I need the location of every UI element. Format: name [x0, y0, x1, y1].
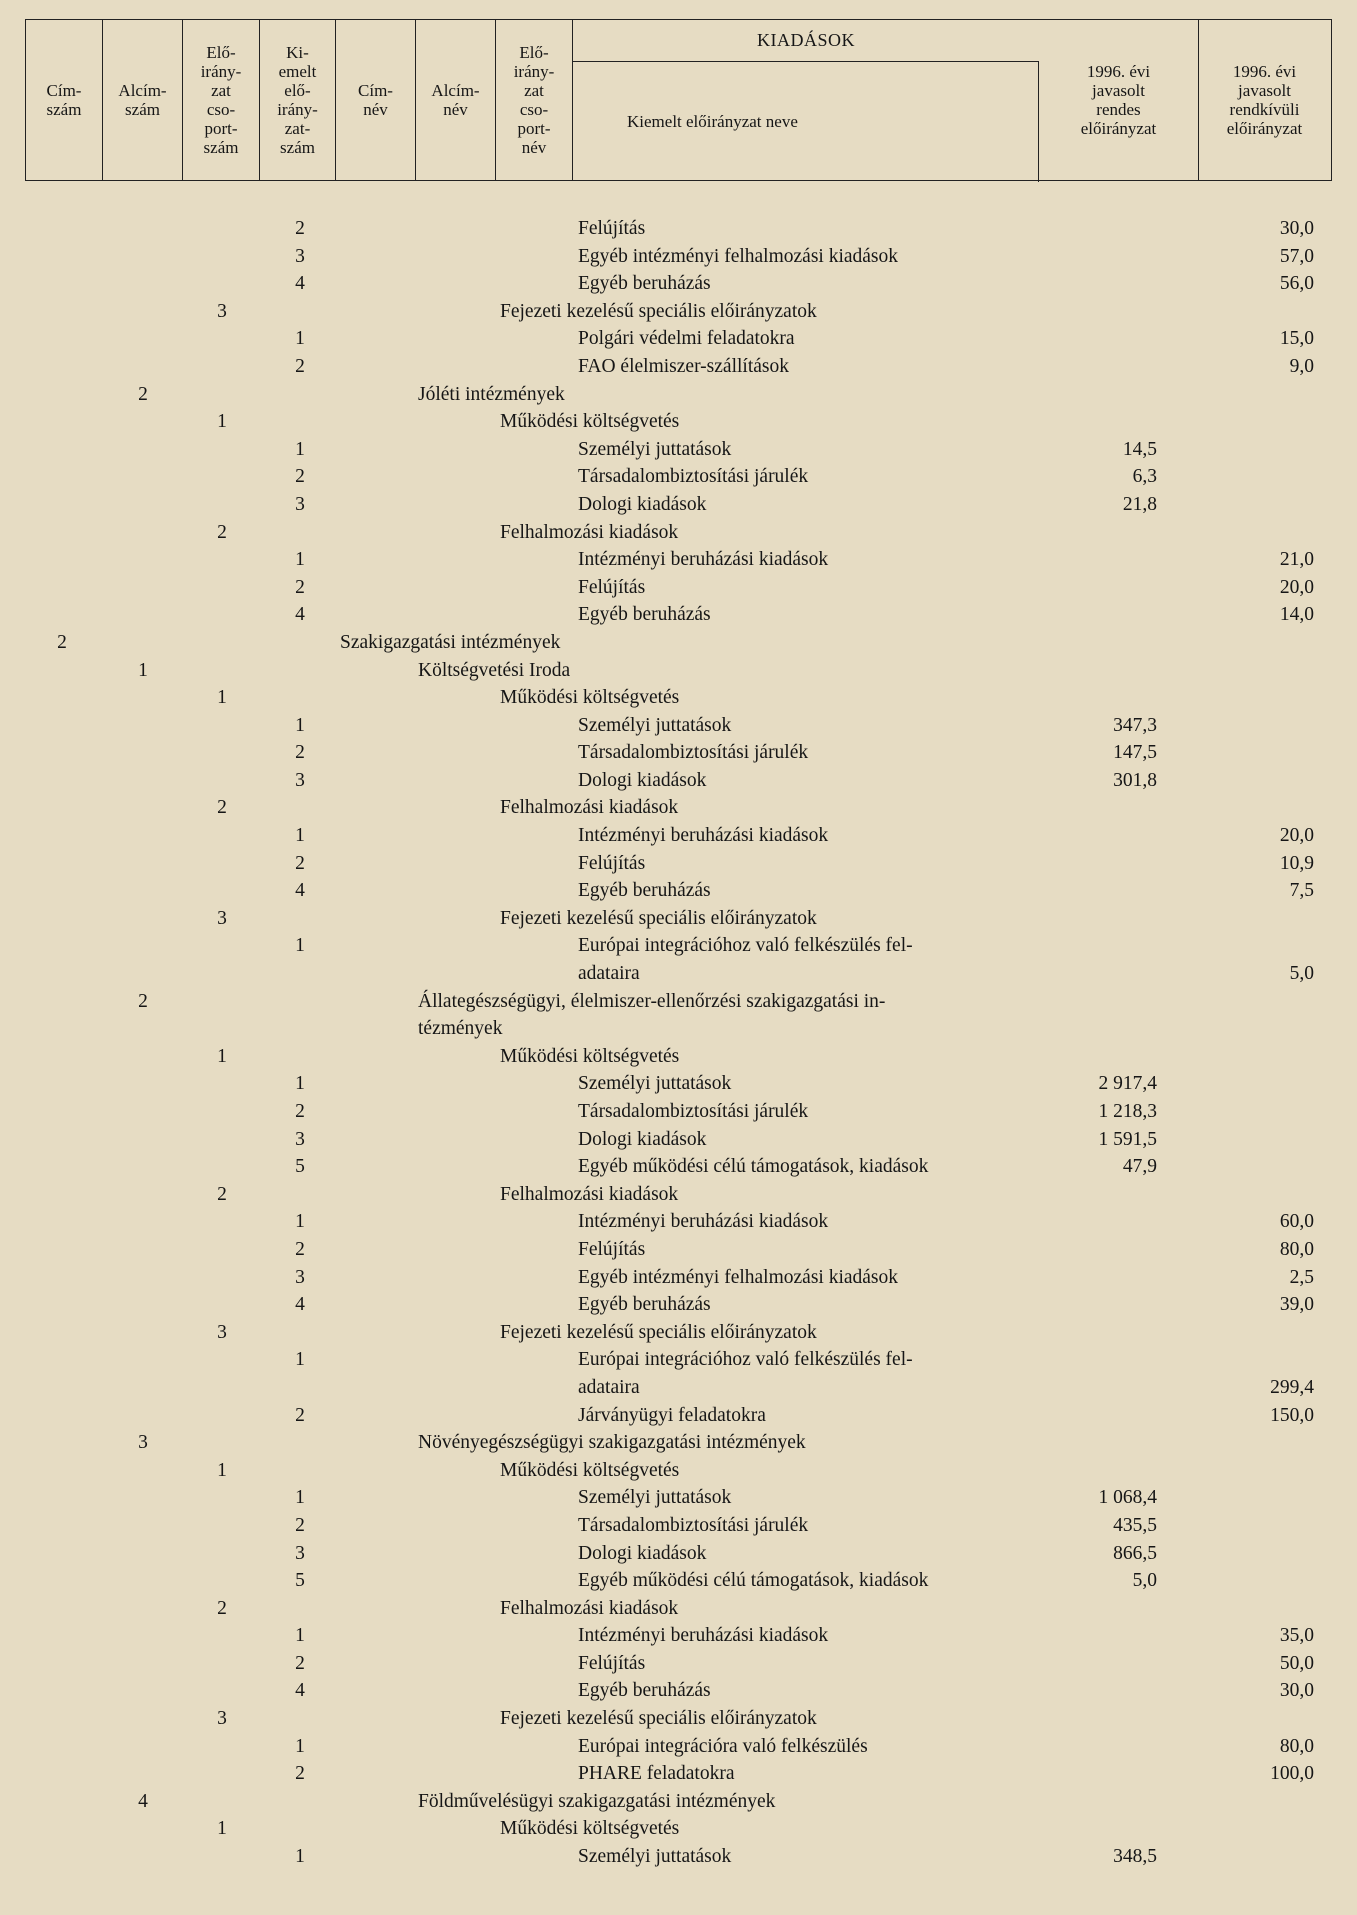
table-row — [0, 1319, 1357, 1347]
row-label: Társadalombiztosítási járulék — [578, 1101, 809, 1122]
row-label: Működési költségvetés — [500, 687, 680, 709]
table-row — [0, 519, 1357, 547]
table-row — [0, 1043, 1357, 1071]
row-number: 2 — [295, 466, 305, 488]
table-row — [0, 1733, 1357, 1761]
header-cimszam: Cím- szám — [26, 20, 103, 180]
table-row — [0, 1126, 1357, 1154]
table-row — [0, 1512, 1357, 1540]
row-label: Polgári védelmi feladatokra — [578, 328, 795, 350]
rendes-value: 435,5 — [1113, 1514, 1157, 1536]
table-row — [0, 1264, 1357, 1292]
rendes-value: 301,8 — [1113, 769, 1157, 791]
row-label: Személyi juttatások — [578, 1487, 732, 1509]
row-label: Egyéb működési célú támogatások, kiadások — [578, 1570, 929, 1592]
header-rendes-eloiranyzat: 1996. évi javasolt rendes előirányzat — [1039, 20, 1199, 180]
row-label: Egyéb beruházás — [578, 1294, 711, 1316]
row-label: Felhalmozási kiadások — [500, 521, 679, 543]
table-body — [0, 215, 1357, 1871]
rendkivuli-value: 150,0 — [1270, 1404, 1314, 1426]
rendkivuli-value: 35,0 — [1279, 1625, 1314, 1647]
row-label: Európai integrációra való felkészülés — [578, 1735, 868, 1757]
row-number: 3 — [217, 907, 227, 929]
row-number: 2 — [295, 576, 305, 598]
table-row — [0, 1098, 1357, 1126]
table-row — [0, 1540, 1357, 1568]
table-row — [0, 574, 1357, 602]
row-number: 1 — [295, 1073, 305, 1095]
row-label: Működési költségvetés — [500, 1459, 680, 1481]
table-row — [0, 739, 1357, 767]
row-number: 4 — [295, 604, 305, 626]
table-row — [0, 1484, 1357, 1512]
row-label: Személyi juttatások — [578, 1073, 732, 1095]
row-number: 4 — [295, 1680, 305, 1702]
table-row — [0, 877, 1357, 905]
row-number: 1 — [295, 714, 305, 736]
rendes-value: 6,3 — [1132, 466, 1157, 488]
header-alcimszam: Alcím- szám — [103, 20, 183, 180]
rendes-value: 348,5 — [1113, 1846, 1157, 1868]
row-label: Dologi kiadások — [578, 1128, 707, 1150]
row-label: Szakigazgatási intézmények — [340, 631, 561, 653]
rendes-value: 1 218,3 — [1098, 1101, 1157, 1122]
row-label: Járványügyi feladatokra — [578, 1404, 766, 1426]
table-row — [0, 712, 1357, 740]
table-row — [0, 1153, 1357, 1181]
row-number: 2 — [295, 218, 305, 239]
table-row — [0, 794, 1357, 822]
rendes-value: 866,5 — [1113, 1542, 1157, 1564]
row-label: Intézményi beruházási kiadások — [578, 1625, 829, 1647]
row-label: Dologi kiadások — [578, 493, 707, 515]
table-row — [0, 905, 1357, 933]
row-number: 1 — [295, 825, 305, 847]
row-number: 1 — [217, 687, 227, 709]
row-number: 5 — [295, 1156, 305, 1178]
header-kiemelt-eloiranyzat-szam: Ki- emelt elő- irány- zat- szám — [260, 20, 336, 180]
row-label: Fejezeti kezelésű speciális előirányzatok — [500, 300, 817, 322]
row-number: 2 — [295, 742, 305, 764]
row-label: Intézményi beruházási kiadások — [578, 549, 829, 571]
table-row — [0, 243, 1357, 271]
row-number: 1 — [217, 1045, 227, 1067]
row-number: 1 — [217, 411, 227, 433]
rendes-value: 147,5 — [1113, 742, 1157, 764]
rendkivuli-value: 60,0 — [1279, 1211, 1314, 1233]
rendkivuli-value: 100,0 — [1270, 1763, 1314, 1785]
row-label: Fejezeti kezelésű speciális előirányzatok — [500, 1708, 817, 1730]
row-number: 2 — [295, 1763, 305, 1785]
row-label: Felújítás — [578, 1652, 646, 1674]
row-label: Fejezeti kezelésű speciális előirányzatok — [500, 907, 817, 929]
row-label: Egyéb intézményi felhalmozási kiadások — [578, 245, 899, 267]
row-label: Földművelésügyi szakigazgatási intézmények — [418, 1790, 776, 1812]
table-row — [0, 1402, 1357, 1430]
row-label: Egyéb intézményi felhalmozási kiadások — [578, 1266, 899, 1288]
row-number: 1 — [295, 328, 305, 350]
header-kiemelt-eloiranyzat-neve: Kiemelt előirányzat neve — [573, 62, 1039, 182]
row-number: 1 — [295, 1349, 305, 1371]
row-number: 3 — [295, 1266, 305, 1288]
row-number: 2 — [295, 1404, 305, 1426]
table-row — [0, 436, 1357, 464]
row-number: 2 — [295, 1514, 305, 1536]
table-row — [0, 1457, 1357, 1485]
table-row — [0, 270, 1357, 298]
table-row — [0, 850, 1357, 878]
row-label: Személyi juttatások — [578, 1846, 732, 1868]
row-label: Költségvetési Iroda — [418, 659, 571, 681]
rendkivuli-value: 30,0 — [1279, 1680, 1314, 1702]
table-row — [0, 601, 1357, 629]
row-number: 1 — [295, 549, 305, 571]
rendkivuli-value: 2,5 — [1289, 1266, 1314, 1288]
row-number: 4 — [295, 273, 305, 295]
rendes-value: 47,9 — [1122, 1156, 1157, 1178]
rendkivuli-value: 30,0 — [1279, 218, 1314, 239]
table-row — [0, 1208, 1357, 1236]
row-label: Működési költségvetés — [500, 1818, 680, 1840]
table-row — [0, 684, 1357, 712]
rendes-value: 347,3 — [1113, 714, 1157, 736]
row-label: Működési költségvetés — [500, 1045, 680, 1067]
row-label: Felújítás — [578, 852, 646, 874]
rendkivuli-value: 56,0 — [1279, 273, 1314, 295]
rendes-value: 1 591,5 — [1098, 1128, 1157, 1150]
row-number: 2 — [295, 1101, 305, 1122]
row-label: Dologi kiadások — [578, 769, 707, 791]
rendes-value: 21,8 — [1122, 493, 1157, 515]
table-row — [0, 1595, 1357, 1623]
table-row — [0, 381, 1357, 409]
row-number: 2 — [138, 383, 148, 405]
row-number: 2 — [295, 355, 305, 377]
rendkivuli-value: 57,0 — [1279, 245, 1314, 267]
header-eloiranyzat-csoport-szam: Elő- irány- zat cso- port- szám — [183, 20, 260, 180]
header-rendkivuli-eloiranyzat: 1996. évi javasolt rendkívüli előirányzat — [1226, 62, 1303, 138]
rendkivuli-value: 299,4 — [1270, 1376, 1314, 1398]
rendes-value: 5,0 — [1132, 1570, 1157, 1592]
rendkivuli-value: 10,9 — [1279, 852, 1314, 874]
row-number: 1 — [295, 1211, 305, 1233]
rendkivuli-value: 21,0 — [1279, 549, 1314, 571]
row-label: Egyéb működési célú támogatások, kiadások — [578, 1156, 929, 1178]
rendkivuli-value: 20,0 — [1279, 576, 1314, 598]
table-row — [0, 1843, 1357, 1871]
rendkivuli-value: 20,0 — [1279, 825, 1314, 847]
row-number: 4 — [138, 1790, 148, 1812]
row-label: Működési költségvetés — [500, 411, 680, 433]
row-label: Egyéb beruházás — [578, 273, 711, 295]
table-row — [0, 932, 1357, 987]
row-label: Jóléti intézmények — [418, 383, 565, 405]
rendkivuli-value: 80,0 — [1279, 1238, 1314, 1260]
row-label: Európai integrációhoz való felkészülés fel- adataira — [578, 1349, 913, 1398]
table-row — [0, 325, 1357, 353]
table-row — [0, 546, 1357, 574]
row-number: 3 — [295, 245, 305, 267]
header-kiadasok: KIADÁSOK — [573, 20, 1039, 62]
table-row — [0, 822, 1357, 850]
row-label: Egyéb beruházás — [578, 1680, 711, 1702]
row-number: 2 — [138, 990, 148, 1012]
row-number: 4 — [295, 1294, 305, 1316]
row-number: 3 — [295, 493, 305, 515]
row-number: 1 — [217, 1459, 227, 1481]
rendkivuli-value: 15,0 — [1279, 328, 1314, 350]
row-number: 2 — [295, 1238, 305, 1260]
table-row — [0, 1181, 1357, 1209]
rendes-value: 1 068,4 — [1098, 1487, 1157, 1509]
table-row — [0, 1705, 1357, 1733]
row-label: Fejezeti kezelésű speciális előirányzatok — [500, 1321, 817, 1343]
table-row — [0, 1567, 1357, 1595]
row-number: 3 — [217, 300, 227, 322]
row-number: 3 — [295, 1128, 305, 1150]
row-label: Felhalmozási kiadások — [500, 797, 679, 819]
table-row — [0, 1622, 1357, 1650]
rendkivuli-value: 5,0 — [1289, 963, 1314, 985]
table-row — [0, 215, 1357, 243]
row-label: Társadalombiztosítási járulék — [578, 466, 809, 488]
row-number: 1 — [295, 1846, 305, 1868]
table-row — [0, 353, 1357, 381]
header-alcimnev: Alcím- név — [416, 20, 496, 180]
row-number: 3 — [138, 1432, 148, 1454]
header-eloiranyzat-csoport-nev: Elő- irány- zat cso- port- név — [496, 20, 573, 180]
row-number: 3 — [295, 769, 305, 791]
row-label: PHARE feladatokra — [578, 1763, 735, 1785]
table-row — [0, 408, 1357, 436]
row-number: 2 — [57, 631, 67, 653]
table-row — [0, 767, 1357, 795]
row-number: 5 — [295, 1570, 305, 1592]
row-number: 1 — [295, 438, 305, 460]
row-number: 4 — [295, 880, 305, 902]
row-label: Felhalmozási kiadások — [500, 1183, 679, 1205]
table-row — [0, 1236, 1357, 1264]
row-label: Állategészségügyi, élelmiszer-ellenőrzési szakigazgatási in- tézmények — [418, 990, 886, 1040]
table-row — [0, 298, 1357, 326]
table-row — [0, 1760, 1357, 1788]
table-row — [0, 463, 1357, 491]
row-number: 2 — [217, 1597, 227, 1619]
table-row — [0, 1788, 1357, 1816]
row-number: 2 — [295, 852, 305, 874]
rendes-value: 2 917,4 — [1098, 1073, 1157, 1095]
rendkivuli-value: 50,0 — [1279, 1652, 1314, 1674]
row-label: Dologi kiadások — [578, 1542, 707, 1564]
table-row — [0, 657, 1357, 685]
row-label: Intézményi beruházási kiadások — [578, 1211, 829, 1233]
row-label: Egyéb beruházás — [578, 880, 711, 902]
rendkivuli-value: 39,0 — [1279, 1294, 1314, 1316]
row-label: Felhalmozási kiadások — [500, 1597, 679, 1619]
row-number: 1 — [138, 659, 148, 681]
table-row — [0, 1429, 1357, 1457]
row-number: 1 — [295, 1487, 305, 1509]
row-number: 1 — [295, 1735, 305, 1757]
table-row — [0, 1346, 1357, 1401]
table-row — [0, 491, 1357, 519]
row-number: 3 — [295, 1542, 305, 1564]
row-number: 3 — [217, 1321, 227, 1343]
row-number: 2 — [295, 1652, 305, 1674]
row-label: Európai integrációhoz való felkészülés fel- adataira — [578, 935, 913, 985]
rendkivuli-value: 9,0 — [1289, 355, 1314, 377]
table-row — [0, 988, 1357, 1043]
row-label: Személyi juttatások — [578, 438, 732, 460]
row-number: 2 — [217, 1183, 227, 1205]
table-row — [0, 1677, 1357, 1705]
table-row — [0, 1291, 1357, 1319]
row-label: Felújítás — [578, 1238, 646, 1260]
row-label: Felújítás — [578, 218, 646, 239]
table-row — [0, 1070, 1357, 1098]
row-label: Társadalombiztosítási járulék — [578, 1514, 809, 1536]
row-number: 2 — [217, 521, 227, 543]
row-number: 3 — [217, 1708, 227, 1730]
row-number: 1 — [217, 1818, 227, 1840]
rendes-value: 14,5 — [1122, 438, 1157, 460]
table-row — [0, 1650, 1357, 1678]
row-label: Felújítás — [578, 576, 646, 598]
table-row — [0, 1815, 1357, 1843]
row-label: Növényegészségügyi szakigazgatási intézmények — [418, 1432, 806, 1454]
rendkivuli-value: 80,0 — [1279, 1735, 1314, 1757]
row-label: FAO élelmiszer-szállítások — [578, 355, 789, 377]
table-header — [25, 19, 1332, 181]
table-row — [0, 629, 1357, 657]
row-number: 1 — [295, 935, 305, 957]
rendkivuli-value: 14,0 — [1279, 604, 1314, 626]
row-label: Intézményi beruházási kiadások — [578, 825, 829, 847]
row-number: 2 — [217, 797, 227, 819]
rendkivuli-value: 7,5 — [1289, 880, 1314, 902]
row-label: Társadalombiztosítási járulék — [578, 742, 809, 764]
row-label: Személyi juttatások — [578, 714, 732, 736]
header-cimnev: Cím- név — [336, 20, 416, 180]
row-number: 1 — [295, 1625, 305, 1647]
row-label: Egyéb beruházás — [578, 604, 711, 626]
